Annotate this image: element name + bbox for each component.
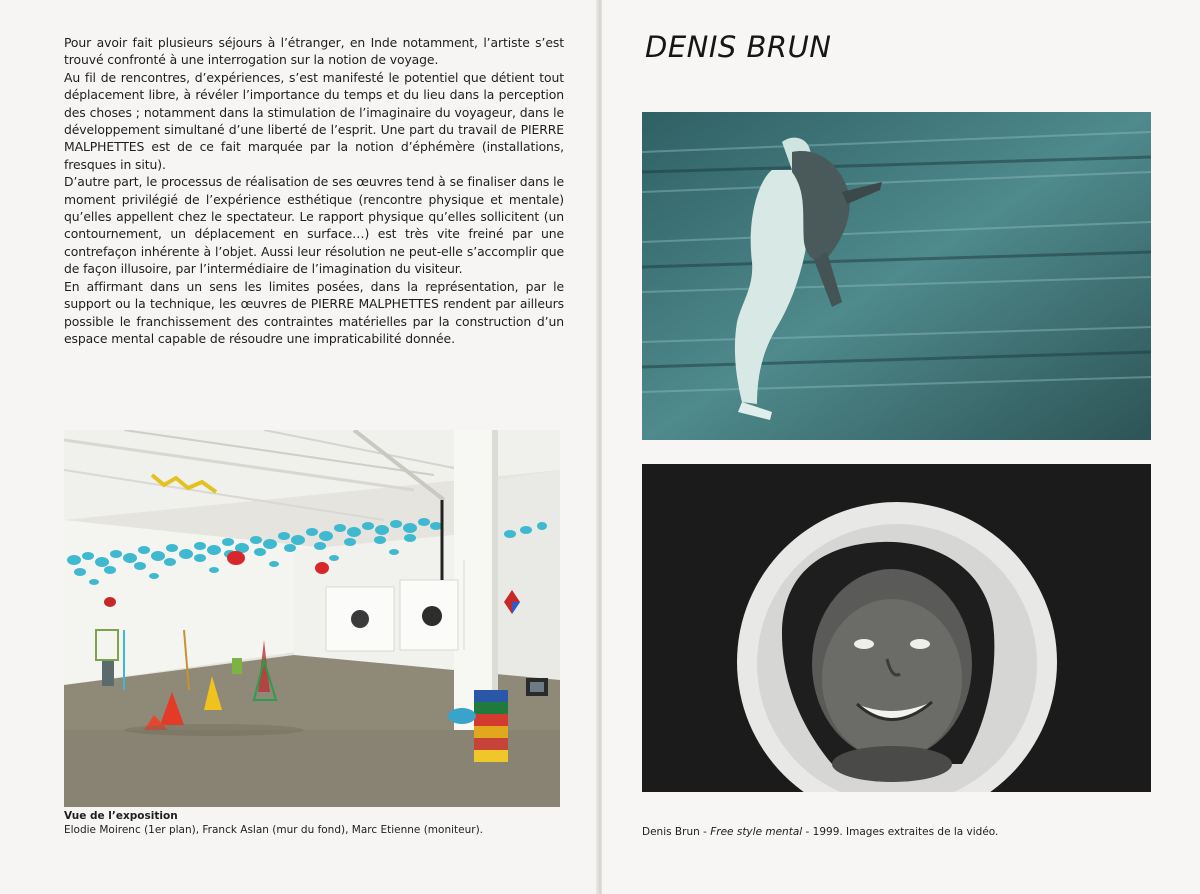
exhibition-photo	[64, 430, 560, 807]
right-page	[602, 0, 1200, 894]
video-still-1	[642, 112, 1151, 440]
paragraph-1: Pour avoir fait plusieurs séjours à l’étranger, en Inde notamment, l’artiste s’est trouvé confronté à une interrogation sur la notion de voyage.	[64, 35, 564, 68]
exhibition-caption	[64, 809, 564, 837]
video-caption-work-title: Free style mental	[710, 826, 803, 838]
video-caption-artist: Denis Brun -	[642, 826, 711, 838]
video-still-2-illustration	[642, 464, 1151, 792]
paragraph-4: En affirmant dans un sens les limites posées, dans la représentation, par le support ou la technique, les œuvres de PIERRE MALPHETTES rendent par ailleurs possible le franchissement des contraintes matérielles par la construction d’un espace mental capable de résoudre une impraticabilité donnée.	[64, 278, 564, 346]
video-caption	[642, 825, 1162, 839]
exhibition-illustration	[64, 430, 560, 807]
paragraph-3: D’autre part, le processus de réalisation de ses œuvres tend à se finaliser dans le moment privilégié de l’expérience esthétique (rencontre physique et mentale) qu’elles appellent chez le spectateur. Le rapport physique qu’elles sollicitent (un contournement, un déplacement en surface…) est très vite freiné par une contrefaçon inhérente à l’objet. Aussi leur résolution ne peut-elle s’accomplir que de façon illusoire, par l’intermédiaire de l’imagination du visiteur.	[64, 174, 564, 277]
video-still-1-illustration	[642, 112, 1151, 440]
body-text	[64, 34, 564, 347]
left-page	[0, 0, 598, 894]
exhibition-caption-text: Elodie Moirenc (1er plan), Franck Aslan (mur du fond), Marc Etienne (moniteur).	[64, 824, 484, 836]
video-still-2	[642, 464, 1151, 792]
exhibition-caption-title: Vue de l’exposition	[64, 810, 178, 822]
paragraph-2: Au fil de rencontres, d’expériences, s’est manifesté le potentiel que détient tout déplacement libre, à révéler l’importance du temps et du lieu dans la perception des choses ; notamment dans la stimulation de l’imaginaire du voyageur, dans le développement simultané d’une liberté de l’esprit. Une part du travail de PIERRE MALPHETTES est de ce fait marquée par la notion d’éphémère (installations, fresques in situ).	[64, 69, 564, 172]
artist-title: DENIS BRUN	[645, 30, 832, 64]
video-caption-details: - 1999. Images extraites de la vidéo.	[802, 826, 999, 838]
